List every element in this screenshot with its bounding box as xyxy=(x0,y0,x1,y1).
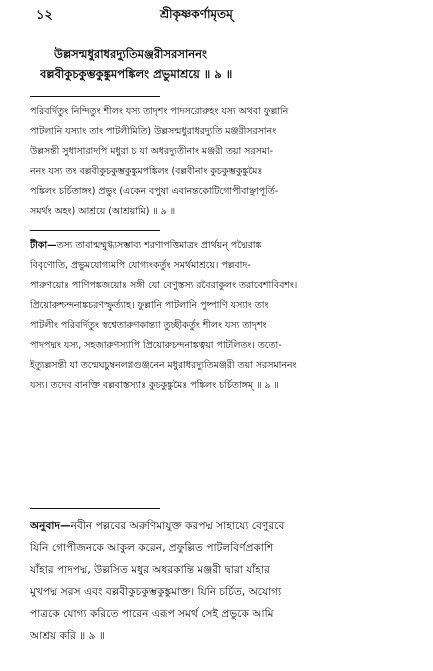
paragraph-line: পাটলানি যস্যাং তাং পাটলীমিতি) উল্লসন্মধুরাধরদ্যুতি মঞ্জরীসরসানং xyxy=(30,126,277,137)
paragraph-line: যস্য। তদেব বানক্তি বল্লবাস্তস্যাঃ কুচকুঙ্কুমৈঃ পঙ্কিলং চর্চিতাঙ্গম্ ॥ ৯ ॥ xyxy=(30,380,279,391)
paragraph-line: পাটলীং পরিবর্দিতুং স্বশ্বেতারুণকান্ত্যা তুচ্ছীকর্তুং শীলং যস্য তাদৃশং xyxy=(30,320,267,331)
page-number: ১২ xyxy=(36,8,53,23)
paragraph-line: প্রিয়োরুশ্চন্দনাঙ্কচরণস্ফুর্ত্যাহ। ফুল্লানি পাটলানি পুষ্পাণি যস্যাং তাং xyxy=(30,300,269,311)
verse-line-2: বল্লবীকুচকুম্ভকুঙ্কুমপঙ্কিলং প্রভুমাশ্রয়ে ॥ ৯ ॥ xyxy=(40,67,233,81)
paragraph-line: যাঁহার পাদপদ্ম, উল্লসিত মধুর অধরকান্তি মঞ্জরী দ্বারা যাঁহার xyxy=(30,564,270,576)
divider-rule xyxy=(30,96,160,97)
paragraph-line: বিবৃণোতি, প্রভুমযোগ্যমপি যোগ্যংকর্তুং সমর্থমাশ্রয়ে। পল্লবাদ- xyxy=(30,260,251,271)
translation-paragraph xyxy=(30,515,416,647)
verse-line-1: উল্লসন্মধুরাধরদ্যুতিমঞ্জরীসরসাননং xyxy=(54,47,207,61)
divider-rule xyxy=(30,508,160,509)
paragraph-line: পরিবর্দিতুং নিন্দিতুং শীলং যস্য তাদৃশং পাদসরোরুহং যস্য অথবা ফুল্লানি xyxy=(30,106,289,117)
paragraph-line-text: তস্য তাবান্মম্মুগ্ধ্যসম্ভাব্য শরণাপত্তিমাত্রং প্রার্থয়ন্ পদ্মৈরাঙ্ক xyxy=(56,240,262,251)
anubad-label: অনুবাদ— xyxy=(30,520,71,532)
verse-block xyxy=(40,44,414,84)
page-header xyxy=(0,4,433,26)
paragraph-line: ইত্যুল্লসন্তী যা তন্মেঘচুম্বনলগ্নগুঞ্জনেন মধুরাধরদ্যুতিমঞ্জরী তয়া সরসমাননং xyxy=(30,360,297,371)
tika-label: টীকা— xyxy=(30,240,57,251)
paragraph-line: যিনি গোপীজনকে আকুল করেন, প্রফুল্লিত পাটলবির্ণপ্রকাশি xyxy=(30,542,274,554)
paragraph-line: আশ্রয় করি ॥ ৯ ॥ xyxy=(30,630,105,642)
commentary-paragraph xyxy=(30,102,416,222)
paragraph-line: পাদপদ্মং যস্য, সহজারুণস্যাপি প্রিয়োরুচন্দনাঙ্কত্বয়া পাটলিতং। ততো- xyxy=(30,340,282,351)
paragraph-line xyxy=(30,236,416,256)
paragraph-line xyxy=(30,515,416,537)
paragraph-line: পঙ্কিলং চর্চিতাঙ্গং) প্রভুং (একেন বপুষা এবানন্তকোটিগোপীবাঞ্ছাপূর্তি- xyxy=(30,186,279,197)
paragraph-line: উল্লসন্তী সুধাসারাদপি মধুরা চ যা অধরদ্যুতীনাং মঞ্জরী তয়া সরসমা- xyxy=(30,146,274,157)
divider-rule xyxy=(30,230,160,231)
running-title: শ্রীকৃষ্ণকর্ণামৃতম্ xyxy=(160,7,233,21)
paragraph-line: পারুণয়োঃ পাণিপঙ্কজয়োঃ সঙ্গী যো বেণুস্তস্য রবৈরাকুলং তরাবেশাবিবশং। xyxy=(30,280,298,291)
paragraph-line-text: নবীন পল্লবের অরুণিমাযুক্ত করপদ্ম সাহায্যে বেণুরবে xyxy=(70,520,285,532)
tika-paragraph xyxy=(30,236,416,396)
paragraph-line: পাত্রকে যোগ্য করিতে পারেন এরূপ সমর্থ সেই প্রভুকে আমি xyxy=(30,608,274,620)
paragraph-line: মুখপদ্ম সরস এবং বল্লবীকুচকুম্ভকুঙ্কুমাক্ত। যিনি চর্চিত, অযোগ্য xyxy=(30,586,282,598)
paragraph-line: ননং যস্য তং বল্লবীকুচকুম্ভকুঙ্কুমপঙ্কিলং (বল্লবীনাং কুচকুম্ভকুঙ্কুমৈঃ xyxy=(30,166,263,177)
paragraph-line: সমর্থং অহং) আশ্রয়ে (আশ্রয়ামি) ॥ ৯ ॥ xyxy=(30,206,176,217)
